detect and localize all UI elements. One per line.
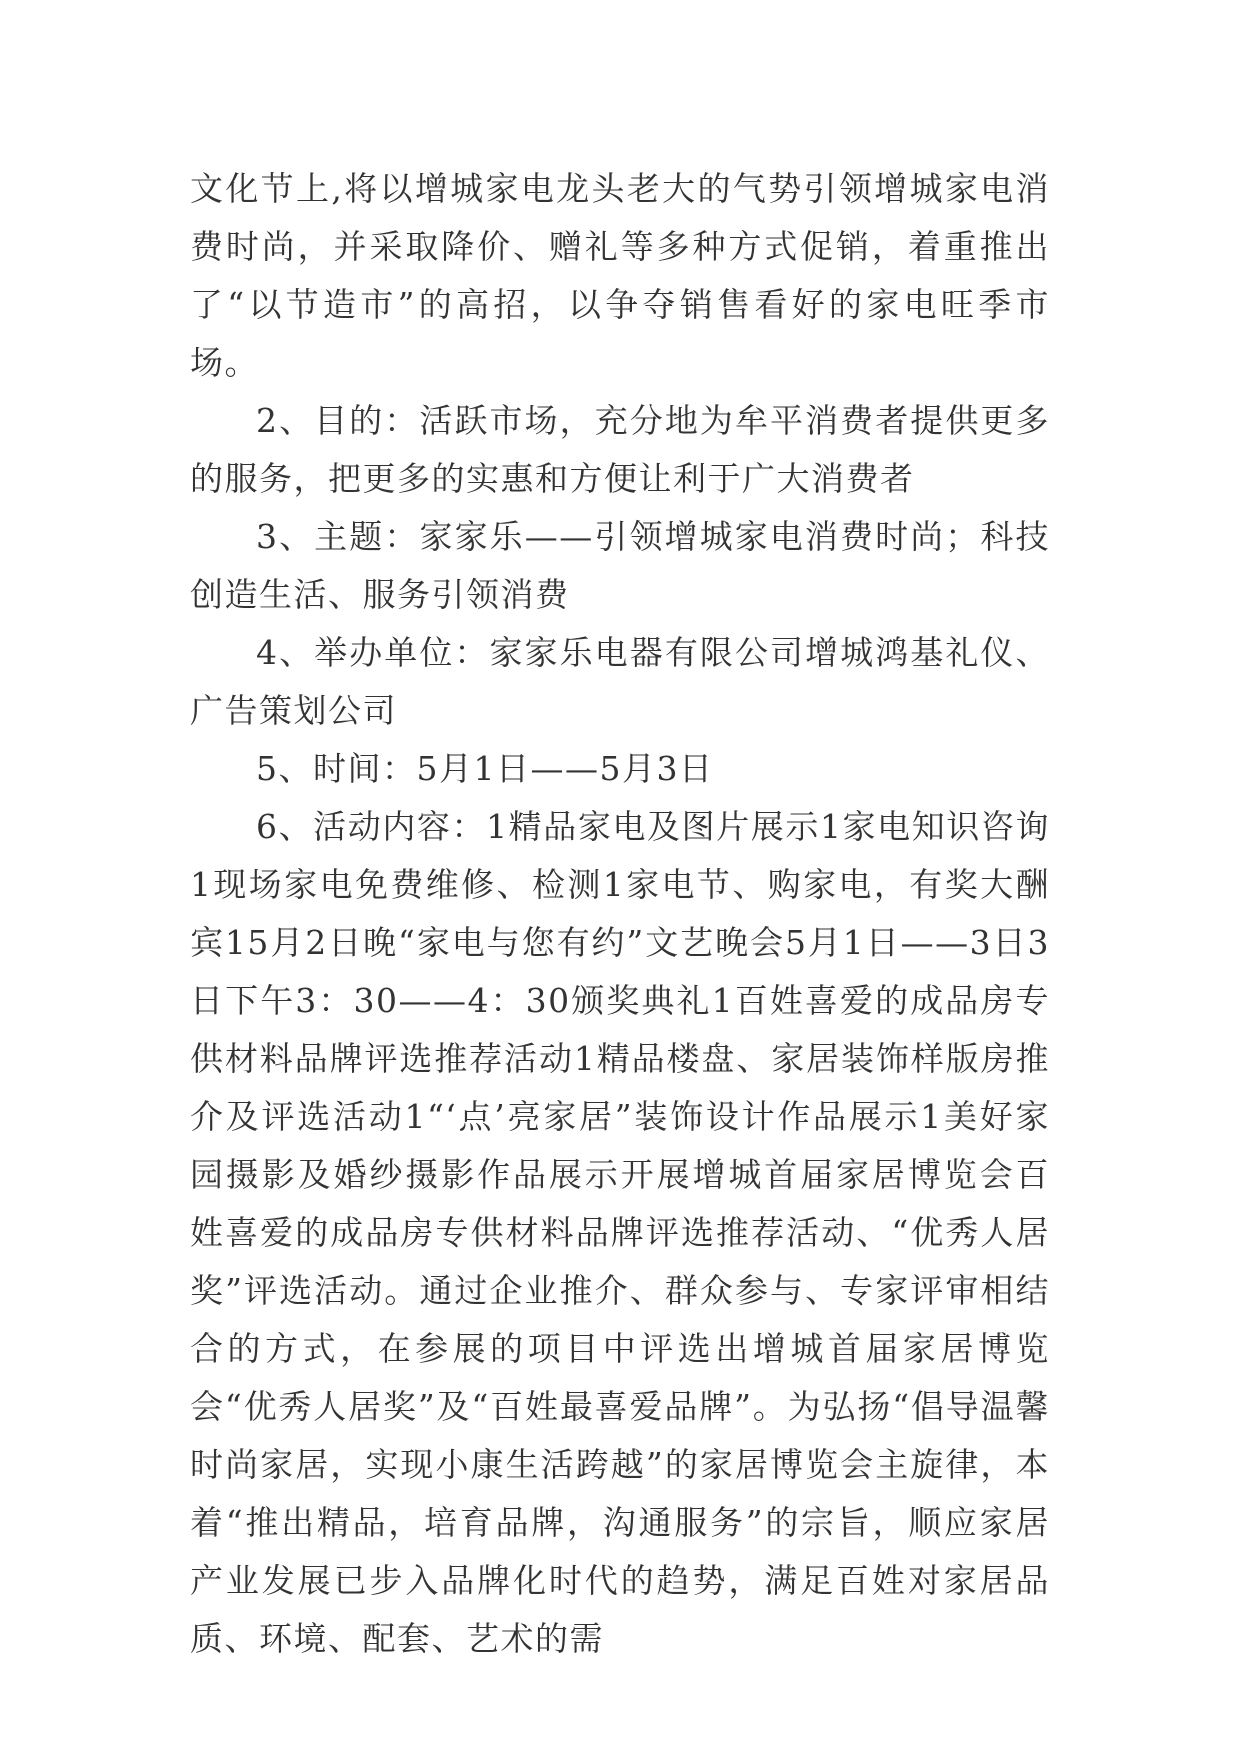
document-body xyxy=(190,160,1050,1668)
paragraph-purpose: 2、目的：活跃市场，充分地为牟平消费者提供更多的服务，把更多的实惠和方便让利于广大消费者 xyxy=(190,401,1050,498)
paragraph-organizer: 4、举办单位：家家乐电器有限公司增城鸿基礼仪、广告策划公司 xyxy=(190,633,1050,730)
paragraph-activities: 6、活动内容：1精品家电及图片展示1家电知识咨询1现场家电免费维修、检测1家电节、购家电，有奖大酬宾15月2日晚“家电与您有约”文艺晚会5月1日——3日3日下午3：30——4：30颁奖典礼1百姓喜爱的成品房专供材料品牌评选推荐活动1精品楼盘、家居装饰样版房推介及评选活动1“‘点’亮家居”装饰设计作品展示1美好家园摄影及婚纱摄影作品展示开展增城首届家居博览会百姓喜爱的成品房专供材料品牌评选推荐活动、“优秀人居奖”评选活动。通过企业推介、群众参与、专家评审相结合的方式，在参展的项目中评选出增城首届家居博览会“优秀人居奖”及“百姓最喜爱品牌”。为弘扬“倡导温馨时尚家居，实现小康生活跨越”的家居博览会主旋律，本着“推出精品，培育品牌，沟通服务”的宗旨，顺应家居产业发展已步入品牌化时代的趋势，满足百姓对家居品质、环境、配套、艺术的需 xyxy=(190,807,1050,1658)
paragraph-time: 5、时间：5月1日——5月3日 xyxy=(256,749,714,788)
paragraph-intro-continued: 文化节上,将以增城家电龙头老大的气势引领增城家电消费时尚，并采取降价、赠礼等多种方式促销，着重推出了“以节造市”的高招，以争夺销售看好的家电旺季市场。 xyxy=(190,169,1050,382)
paragraph-theme: 3、主题：家家乐——引领增城家电消费时尚；科技创造生活、服务引领消费 xyxy=(190,517,1050,614)
